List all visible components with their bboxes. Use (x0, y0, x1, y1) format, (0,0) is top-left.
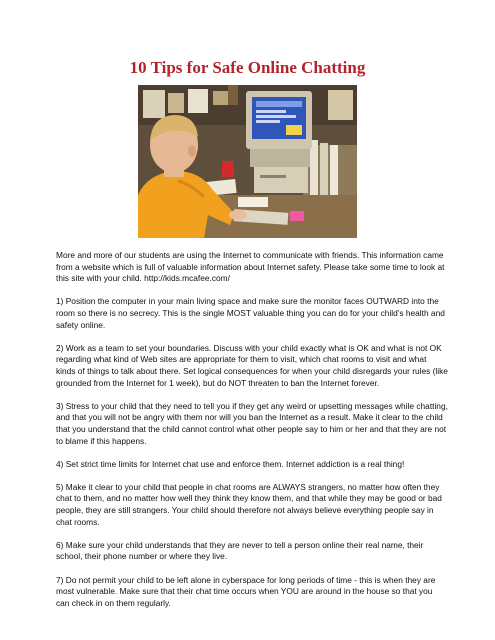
photo-illustration (138, 85, 357, 238)
article-body (56, 250, 448, 621)
tip-7: 7) Do not permit your child to be left alone in cyberspace for long periods of time - this is when they are most vulnerable. Make sure that their chat time occurs when YOU are around in the house so that you can check in on them regularly. (56, 574, 436, 608)
intro-paragraph: More and more of our students are using the Internet to communicate with friends. This information came from a website which is full of valuable information about Internet safety. Please take some time to look at this site with your child. http://kids.mcafee.com/ (56, 250, 445, 284)
tip-3: 3) Stress to your child that they need to tell you if they get any weird or upsetting messages while chatting, and that you will not be angry with them nor will you ban the Internet as a result. Make it clear to the child that you understand that the child cannot control what other people say to him or her and that they are not to blame if this happens. (56, 400, 448, 446)
tip-2: 2) Work as a team to set your boundaries. Discuss with your child exactly what is OK and what is not OK regarding what kind of Web sites are appropriate for them to visit, which chat rooms to visit and what kinds of things to talk about there. Set logical consequences for when your child disregards your rules (like grounded from the Internet for 1 week), but do NOT threaten to ban the Internet forever. (56, 342, 448, 388)
tip-1: 1) Position the computer in your main living space and make sure the monitor faces OUTWARD into the room so there is no secrecy. This is the single MOST valuable thing you can do for your child's health and safety online. (56, 296, 445, 330)
page-title: 10 Tips for Safe Online Chatting (129, 58, 366, 77)
tip-5: 5) Make it clear to your child that people in chat rooms are ALWAYS strangers, no matter how often they chat to them, and no matter how well they think they know them, and that while they may be good or bad people, they are still strangers. Your child should therefore not always believe everything people say in chat rooms. (56, 481, 442, 527)
tip-6: 6) Make sure your child understands that they are never to tell a person online their real name, their school, their phone number or where they live. (56, 539, 424, 562)
tip-4: 4) Set strict time limits for Internet chat use and enforce them. Internet addiction is a real thing! (56, 458, 405, 469)
photo-child-at-computer (138, 85, 357, 238)
